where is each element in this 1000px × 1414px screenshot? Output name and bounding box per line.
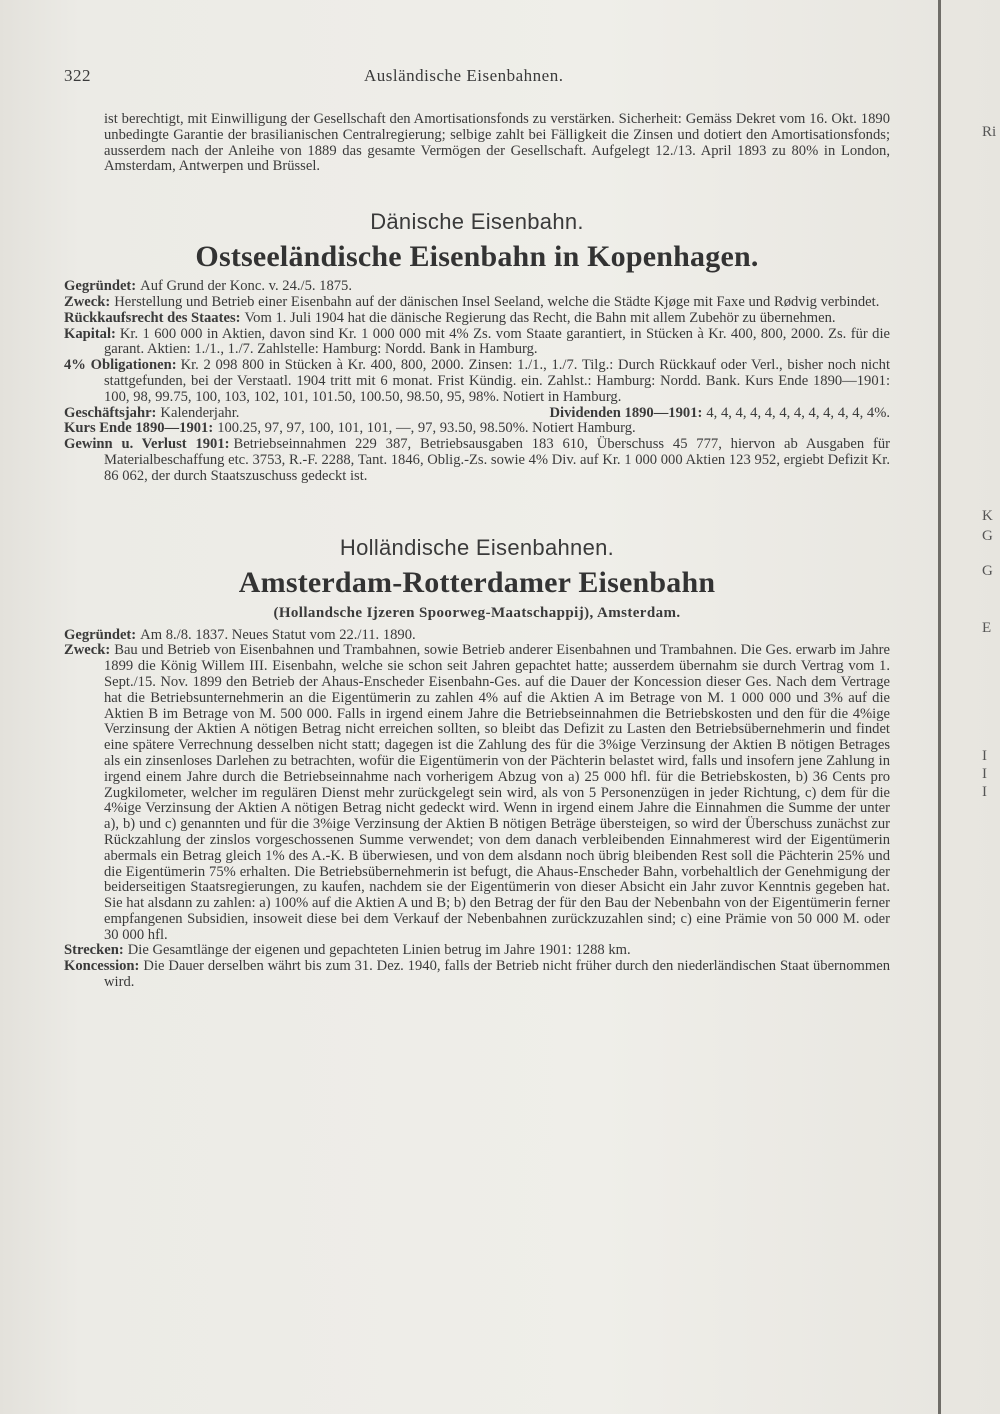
entry-text: Betriebseinnahmen 229 387, Betriebsausgaben 183 610, Überschuss 45 777, hiervon ab Ausgaben für Materialbeschaffung etc. 3753, R.-F. 2288, Tant. 1846, Oblig.-Zs. sowie 4% Div. auf Kr. 1 000 000 Aktien 123 952, ergiebt Defizit Kr. 86 062, der durch Staatszuschuss gedeckt ist. bbox=[104, 436, 890, 484]
entry-profit-loss bbox=[64, 437, 890, 484]
entry-text: Herstellung und Betrieb einer Eisenbahn auf der dänischen Insel Seeland, welche die Städte Kjøge mit Faxe und Rødvig verbindet. bbox=[114, 293, 880, 310]
entry-text: Die Gesamtlänge der eigenen und gepachteten Linien betrug im Jahre 1901: 1288 km. bbox=[127, 942, 631, 959]
entry-text: Kr. 1 600 000 in Aktien, davon sind Kr. 1 000 000 mit 4% Zs. vom Staate garantiert, in Stücken à Kr. 400, 800, 2000. Zs. für die garant. Aktien: 1./1., 1./7. Zahlstelle: Hamburg: Nordd. Bank in Hamburg. bbox=[104, 325, 890, 358]
entry-share-price bbox=[64, 421, 890, 437]
entry-routes bbox=[64, 943, 890, 959]
entry-label: Dividenden 1890—1901: bbox=[549, 404, 703, 421]
entry-text: 100.25, 97, 97, 100, 101, 101, —, 97, 93.50, 98.50%. Notiert Hamburg. bbox=[217, 420, 636, 437]
entry-label: Zweck: bbox=[64, 642, 111, 659]
entry-purpose bbox=[64, 643, 890, 943]
fiscal-dividend-row bbox=[64, 406, 890, 422]
entry-text: Am 8./8. 1837. Neues Statut vom 22./11. 1890. bbox=[140, 626, 416, 643]
fiscal-year bbox=[64, 406, 239, 422]
page-edge-rule bbox=[938, 0, 941, 1414]
entry-label: Geschäftsjahr: bbox=[64, 404, 157, 421]
entry-label: Zweck: bbox=[64, 293, 111, 310]
entry-label: Gegründet: bbox=[64, 626, 137, 643]
section-heading: Holländische Eisenbahnen. bbox=[339, 534, 615, 560]
entry-bonds bbox=[64, 358, 890, 405]
running-title: Ausländische Eisenbahnen. bbox=[364, 66, 564, 85]
page-number: 322 bbox=[64, 66, 91, 85]
section-heading: Dänische Eisenbahn. bbox=[370, 209, 584, 235]
dividends bbox=[550, 406, 890, 422]
entry-text: 4, 4, 4, 4, 4, 4, 4, 4, 4, 4, 4, 4%. bbox=[706, 404, 890, 421]
entry-label: Rückkaufsrecht des Staates: bbox=[64, 309, 241, 326]
company-title: Ostseeländische Eisenbahn in Kopenhagen. bbox=[195, 240, 759, 274]
intro-paragraph: ist berechtigt, mit Einwilligung der Gesellschaft den Amortisationsfonds zu verstärken. Sicherheit: Gemäss Dekret vom 16. Okt. 1890 unbedingte Garantie der brasilianischen Centralregierung; selbige zahlt bei Fälligkeit die Zinsen und dotiert den Amortisationsfonds; ausserdem nach der Anleihe von 1889 das gesamte Vermögen der Gesellschaft. Aufgelegt 12./13. April 1893 zu 80% in London, Amsterdam, Antwerpen und Brüssel. bbox=[104, 111, 890, 175]
company-title: Amsterdam-Rotterdamer Eisenbahn bbox=[238, 565, 716, 599]
entry-text: Auf Grund der Konc. v. 24./5. 1875. bbox=[140, 278, 353, 295]
entry-founded bbox=[64, 628, 890, 644]
margin-fragment: E bbox=[982, 620, 992, 636]
entry-buyback-right bbox=[64, 311, 890, 327]
entry-text: Kalenderjahr. bbox=[160, 404, 240, 421]
entry-text: Vom 1. Juli 1904 hat die dänische Regierung das Recht, die Bahn mit allem Zubehör zu übernehmen. bbox=[244, 309, 836, 326]
entry-purpose bbox=[64, 295, 890, 311]
entry-founded bbox=[64, 279, 890, 295]
margin-fragment: Ri bbox=[982, 124, 997, 140]
margin-fragment: K bbox=[982, 508, 993, 524]
margin-fragment: I bbox=[982, 766, 987, 782]
entry-concession bbox=[64, 959, 890, 991]
margin-fragment: G bbox=[982, 528, 993, 544]
entry-text: Bau und Betrieb von Eisenbahnen und Trambahnen, sowie Betrieb anderer Eisenbahnen und Trambahnen. Die Ges. erwarb im Jahre 1899 die König Willem III. Eisenbahn, welche sie schon seit Jahren gepachtet hatte; ausserdem übernahm sie durch Vertrag vom 1. Sept./15. Nov. 1899 den Betrieb der Ahaus-Enscheder Eisenbahn-Ges. auf die Dauer der Koncession dieser Ges. Nach dem Vertrage hat die Betriebsunternehmerin an die Eigentümerin zu zahlen 4% auf die Aktien A im Betrage von M. 1 000 000 und 3% auf die Aktien B im Betrage von M. 500 000. Falls in irgend einem Jahre die Betriebseinnahmen die Betriebskosten und den für die 4%ige Verzinsung der Aktien A nötigen Betrag nicht erreichen sollten, so bleibt das Defizit zu Lasten den Betriebsübernehmerin und findet eine spätere Verrechnung desselben nicht statt; dagegen ist die Zahlung des für die 3%ige Verzinsung der Aktien B nötigen Betrages als ein zinsenloses Darlehen zu betrachten, wofür die Eigentümerin von der Pächterin belastet wird, falls und insofern jene Zahlung in irgend einem Jahre durch die Betriebseinnahme nach vorherigem Abzug von a) 25 000 hfl. für die Betriebskosten, b) 36 Cents pro Zugkilometer, welcher im regulären Dienst mehr zurückgelegt sein wird, als von 5 Personenzügen in jeder Richtung, c) dem für die 4%ige Verzinsung der Aktien A nötigen Betrag nicht gedeckt wird. Wenn in irgend einem Jahre die Einnahmen die Summe der unter a), b) und c) genannten und für die 3%ige Verzinsung der Aktien B nötigen Beträge übersteigen, so wird der Überschuss zunächst zur Rückzahlung der zinslos vorgeschossenen Summe verwendet; von dem danach verbleibenden Einnahmerest wird der Eigentümerin abermals ein Betrag gleich 1% des A.-K. B überwiesen, und von dem alsdann noch übrig bleibenden Rest soll die Pächterin 25% und die Eigentümerin 75% erhalten. Die Betriebsübernehmerin ist befugt, die Ahaus-Enscheder Bahn, vorbehaltlich der Genehmigung der beiderseitigen Staatsregierungen, zu kaufen, nachdem sie der Eigentümerin von dieser Absicht ein Jahr zuvor Kenntnis gegeben hat. Sie hat alsdann zu zahlen: a) 100% auf die Aktien A und B; b) den Betrag der für den Bau der Nebenbahn von der Eigentümerin ferner empfangenen Subsidien, insoweit diese bei dem Verkauf der Nebenbahnen zurückzuzahlen sind; c) eine Prämie von 50 000 M. oder 30 000 hfl. bbox=[104, 642, 890, 943]
margin-fragment: I bbox=[982, 748, 987, 764]
entry-label: Kurs Ende 1890—1901: bbox=[64, 420, 214, 437]
entry-label: Kapital: bbox=[64, 325, 116, 342]
margin-fragment: G bbox=[982, 563, 993, 579]
entry-capital bbox=[64, 327, 890, 359]
margin-fragment: I bbox=[982, 784, 987, 800]
entry-label: Strecken: bbox=[64, 942, 124, 959]
entry-label: Gewinn u. Verlust 1901: bbox=[64, 436, 230, 453]
entry-text: Kr. 2 098 800 in Stücken à Kr. 400, 800, 2000. Zinsen: 1./1., 1./7. Tilg.: Durch Rückkauf oder Verl., bisher noch nicht stattgefunden, bei der Verstaatl. 1904 tritt mit 6 monat. Frist Kündig. ein. Zahlst.: Hamburg: Nordd. Bank. Kurs Ende 1890—1901: 100, 98, 99.75, 100, 103, 102, 101, 101.50, 100.50, 98.50, 95, 98%. Notiert in Hamburg. bbox=[104, 357, 890, 405]
page-content bbox=[64, 112, 890, 991]
company-subtitle: (Hollandsche Ijzeren Spoorweg-Maatschappij), Amsterdam. bbox=[273, 604, 681, 621]
entry-text: Die Dauer derselben währt bis zum 31. Dez. 1940, falls der Betrieb nicht früher durch den niederländischen Staat übernommen wird. bbox=[104, 958, 890, 991]
entry-label: Koncession: bbox=[64, 958, 140, 975]
entry-label: Gegründet: bbox=[64, 278, 137, 295]
page-header bbox=[64, 66, 904, 88]
entry-label: 4% Obligationen: bbox=[64, 357, 177, 374]
